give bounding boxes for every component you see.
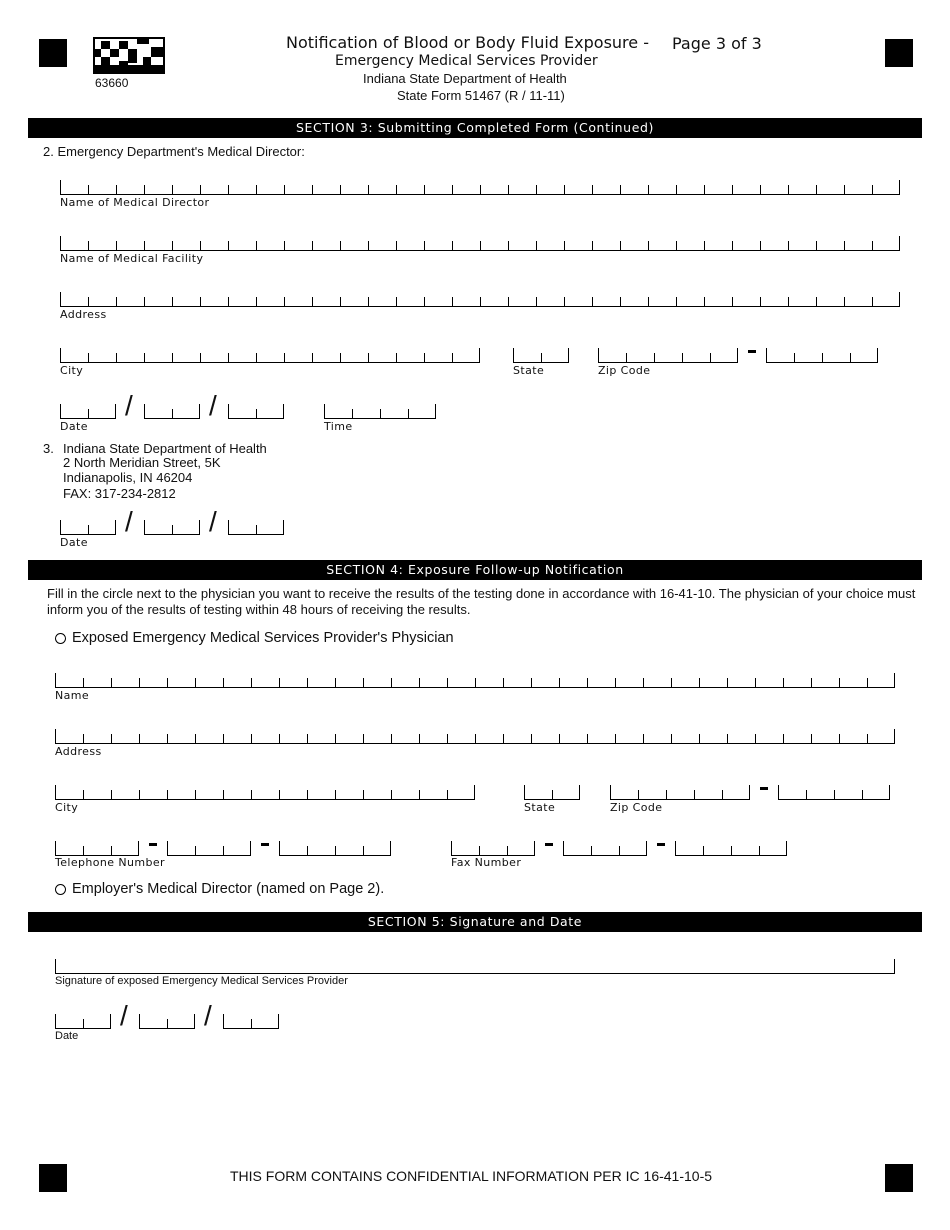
submit-date-month-field[interactable] xyxy=(60,521,116,535)
zip-extension-field[interactable] xyxy=(766,349,878,363)
signature-date-label: Date xyxy=(55,1030,79,1042)
fax-dash xyxy=(657,843,665,846)
zip-code-label: Zip Code xyxy=(598,364,651,377)
physician-state-field[interactable] xyxy=(524,786,580,800)
isdh-fax: FAX: 317-234-2812 xyxy=(63,486,176,501)
signature-field[interactable] xyxy=(55,960,895,974)
agency-name: Indiana State Department of Health xyxy=(363,71,567,86)
fax-prefix-field[interactable] xyxy=(563,842,647,856)
telephone-label: Telephone Number xyxy=(55,856,165,869)
isdh-street: 2 North Meridian Street, 5K xyxy=(63,455,221,470)
date-separator: / xyxy=(209,390,217,421)
state-label: State xyxy=(513,364,545,377)
medical-director-name-field[interactable] xyxy=(60,181,900,195)
submit-date-label: Date xyxy=(60,536,88,549)
time-label: Time xyxy=(324,420,353,433)
medical-facility-name-field[interactable] xyxy=(60,237,900,251)
date-separator: / xyxy=(204,1000,212,1031)
physician-city-field[interactable] xyxy=(55,786,475,800)
telephone-line-field[interactable] xyxy=(279,842,391,856)
physician-zip-label: Zip Code xyxy=(610,801,663,814)
date-label: Date xyxy=(60,420,88,433)
phone-dash xyxy=(261,843,269,846)
date-separator: / xyxy=(120,1000,128,1031)
medical-director-name-label: Name of Medical Director xyxy=(60,196,210,209)
physician-name-field[interactable] xyxy=(55,674,895,688)
form-title: Notification of Blood or Body Fluid Exposure - xyxy=(286,33,649,52)
state-form-number: State Form 51467 (R / 11-11) xyxy=(397,88,565,103)
zip-dash xyxy=(760,787,768,790)
registration-mark-top-left xyxy=(39,39,67,67)
time-field[interactable] xyxy=(324,405,436,419)
address-field[interactable] xyxy=(60,293,900,307)
date-month-field[interactable] xyxy=(60,405,116,419)
registration-mark-bottom-left xyxy=(39,1164,67,1192)
form-number: 63660 xyxy=(95,76,129,90)
telephone-prefix-field[interactable] xyxy=(167,842,251,856)
date-separator: / xyxy=(209,506,217,537)
signature-label: Signature of exposed Emergency Medical Services Provider xyxy=(55,975,348,987)
date-day-field[interactable] xyxy=(144,405,200,419)
date-year-field[interactable] xyxy=(228,405,284,419)
page-indicator: Page 3 of 3 xyxy=(672,34,762,53)
fax-dash xyxy=(545,843,553,846)
form-subtitle: Emergency Medical Services Provider xyxy=(335,53,598,69)
zip-code-field[interactable] xyxy=(598,349,738,363)
state-field[interactable] xyxy=(513,349,569,363)
fax-line-field[interactable] xyxy=(675,842,787,856)
city-label: City xyxy=(60,364,84,377)
fax-area-code-field[interactable] xyxy=(451,842,535,856)
section-4-instructions: Fill in the circle next to the physician you want to receive the results of the testing done in accordance with 16-41-10. The physician of your choice must inform you of the results of testing within 48 hours of receiving the results. xyxy=(47,586,916,617)
physician-city-label: City xyxy=(55,801,79,814)
zip-dash xyxy=(748,350,756,353)
physician-address-label: Address xyxy=(55,745,102,758)
submit-date-year-field[interactable] xyxy=(228,521,284,535)
registration-mark-top-right xyxy=(885,39,913,67)
registration-mark-bottom-right xyxy=(885,1164,913,1192)
isdh-city: Indianapolis, IN 46204 xyxy=(63,470,193,485)
physician-address-field[interactable] xyxy=(55,730,895,744)
physician-zip-field[interactable] xyxy=(610,786,750,800)
section-5-header: SECTION 5: Signature and Date xyxy=(28,912,922,932)
form-barcode xyxy=(93,37,165,74)
physician-option-radio[interactable] xyxy=(55,633,66,644)
medical-facility-name-label: Name of Medical Facility xyxy=(60,252,204,265)
physician-state-label: State xyxy=(524,801,556,814)
confidentiality-notice: THIS FORM CONTAINS CONFIDENTIAL INFORMATION PER IC 16-41-10-5 xyxy=(230,1168,713,1184)
telephone-area-code-field[interactable] xyxy=(55,842,139,856)
city-field[interactable] xyxy=(60,349,480,363)
signature-date-month-field[interactable] xyxy=(55,1015,111,1029)
employer-director-option-label: Employer's Medical Director (named on Page 2). xyxy=(72,881,385,897)
physician-name-label: Name xyxy=(55,689,90,702)
address-label: Address xyxy=(60,308,107,321)
item-3-number: 3. xyxy=(43,441,54,456)
item-2-heading: 2. Emergency Department's Medical Director: xyxy=(43,144,305,159)
date-separator: / xyxy=(125,506,133,537)
physician-zip-extension-field[interactable] xyxy=(778,786,890,800)
section-4-header: SECTION 4: Exposure Follow-up Notification xyxy=(28,560,922,580)
physician-option-label: Exposed Emergency Medical Services Provider's Physician xyxy=(72,630,454,646)
isdh-name: Indiana State Department of Health xyxy=(63,441,267,456)
signature-date-year-field[interactable] xyxy=(223,1015,279,1029)
employer-director-option-radio[interactable] xyxy=(55,884,66,895)
fax-label: Fax Number xyxy=(451,856,522,869)
section-3-header: SECTION 3: Submitting Completed Form (Continued) xyxy=(28,118,922,138)
date-separator: / xyxy=(125,390,133,421)
signature-date-day-field[interactable] xyxy=(139,1015,195,1029)
submit-date-day-field[interactable] xyxy=(144,521,200,535)
phone-dash xyxy=(149,843,157,846)
